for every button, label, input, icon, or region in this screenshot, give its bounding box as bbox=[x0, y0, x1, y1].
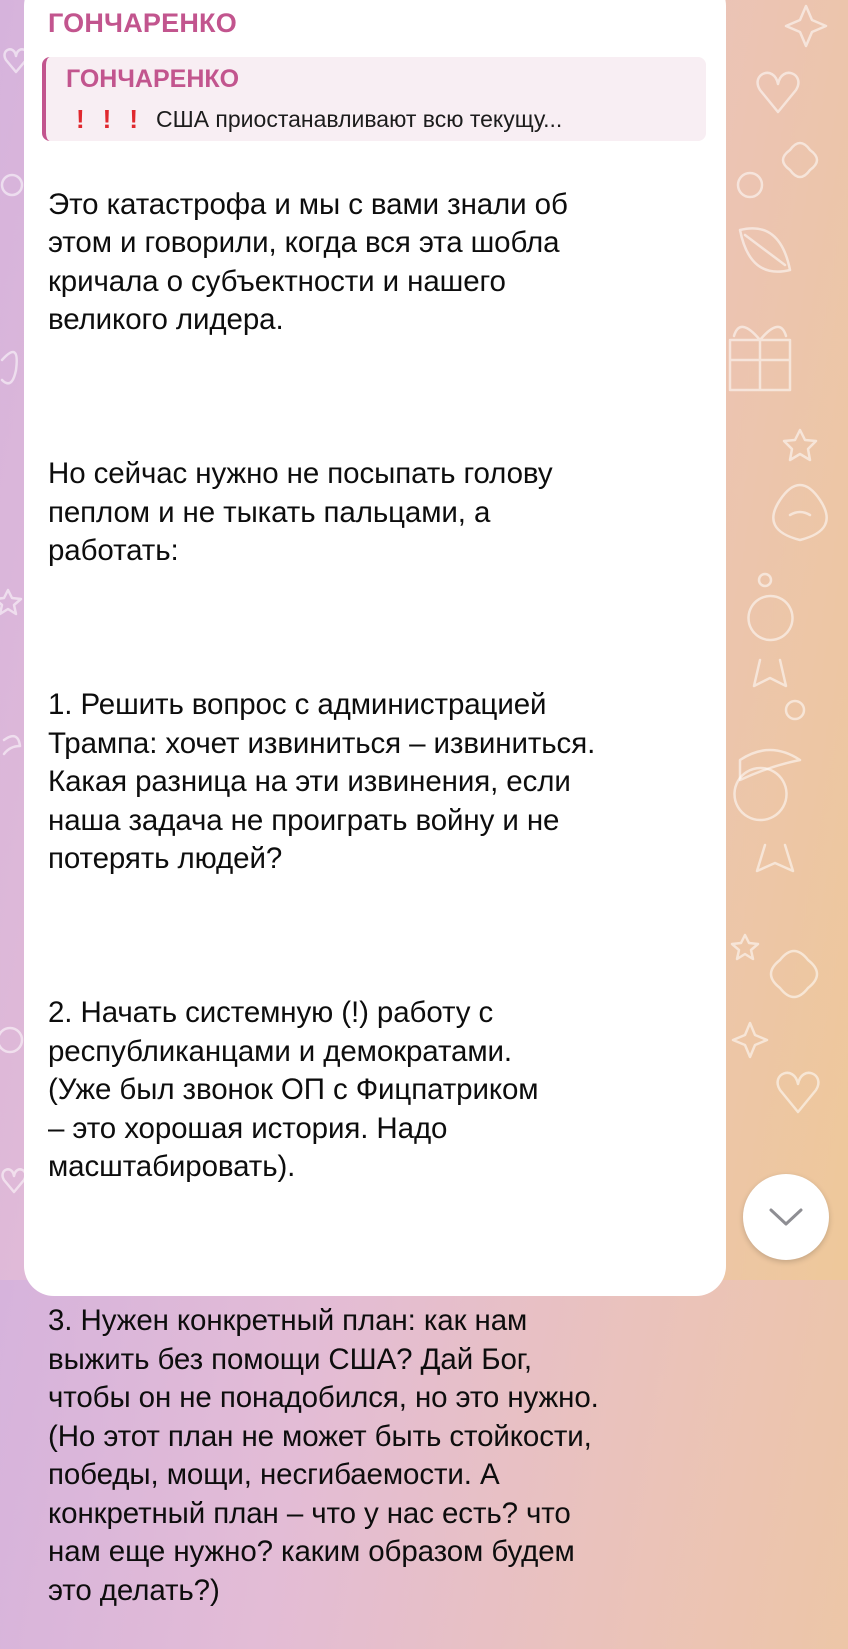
star-icon bbox=[732, 935, 758, 959]
exclamation-icon: ! bbox=[76, 104, 85, 134]
scroll-down-button[interactable] bbox=[743, 1174, 829, 1260]
sparkle-icon bbox=[786, 6, 826, 46]
circle-icon bbox=[738, 173, 762, 197]
circle-icon bbox=[786, 701, 804, 719]
chevron-down-icon bbox=[768, 1206, 804, 1228]
message-paragraph: 2. Начать системную (!) работу с республиканцами и демократами. (Уже был звонок ОП с Фицпатриком – это хорошая история. Надо масштабировать). bbox=[48, 996, 539, 1183]
exclamation-icon: ! bbox=[102, 104, 112, 134]
medal-icon bbox=[735, 768, 794, 871]
leaf-icon bbox=[2, 352, 17, 383]
message-paragraph: Это катастрофа и мы с вами знали об этом и говорили, когда вся эта шобла кричала о субъектности и нашего великого лидера. bbox=[48, 187, 568, 336]
leaf-icon bbox=[740, 228, 790, 271]
reply-preview-text: США приостанавливают всю текущу... bbox=[156, 106, 563, 132]
flower-icon bbox=[773, 485, 826, 540]
message-paragraph: 1. Решить вопрос с администрацией Трампа: хочет извиниться – извиниться. Какая разница на эти извинения, если наша задача не проиграть войну и не потерять людей? bbox=[48, 688, 596, 875]
sparkle-icon bbox=[733, 1023, 767, 1057]
star-icon bbox=[0, 590, 21, 614]
gift-icon bbox=[730, 327, 790, 390]
flower-icon bbox=[771, 951, 817, 997]
sender-name[interactable]: ГОНЧАРЕНКО bbox=[48, 8, 237, 38]
medal-icon bbox=[748, 596, 792, 686]
message-paragraph: Но сейчас нужно не посыпать голову пеплом и не тыкать пальцами, а работать: bbox=[48, 457, 553, 567]
heart-icon bbox=[758, 73, 799, 112]
circle-icon bbox=[2, 175, 22, 195]
clover-icon bbox=[783, 143, 817, 177]
star-icon bbox=[784, 430, 816, 460]
reply-quote[interactable] bbox=[42, 57, 706, 141]
wing-icon bbox=[740, 750, 800, 780]
reply-author: ГОНЧАРЕНКО bbox=[66, 65, 240, 93]
heart-icon bbox=[778, 1073, 819, 1112]
heart-icon bbox=[3, 1169, 26, 1192]
reply-preview-line bbox=[76, 104, 706, 134]
message-text bbox=[48, 147, 708, 1649]
circle-icon bbox=[759, 574, 771, 586]
circle-icon bbox=[0, 1028, 22, 1052]
exclamation-icon: ! bbox=[129, 104, 139, 134]
wing-icon bbox=[4, 736, 20, 754]
message-paragraph: 3. Нужен конкретный план: как нам выжить без помощи США? Дай Бог, чтобы он не понадобился, но это нужно. (Но этот план не может быть стойкости, победы, мощи, несгибаемости. А конкретный план – что у нас есть? что нам еще нужно? каким образом будем это делать?) bbox=[48, 1304, 599, 1607]
